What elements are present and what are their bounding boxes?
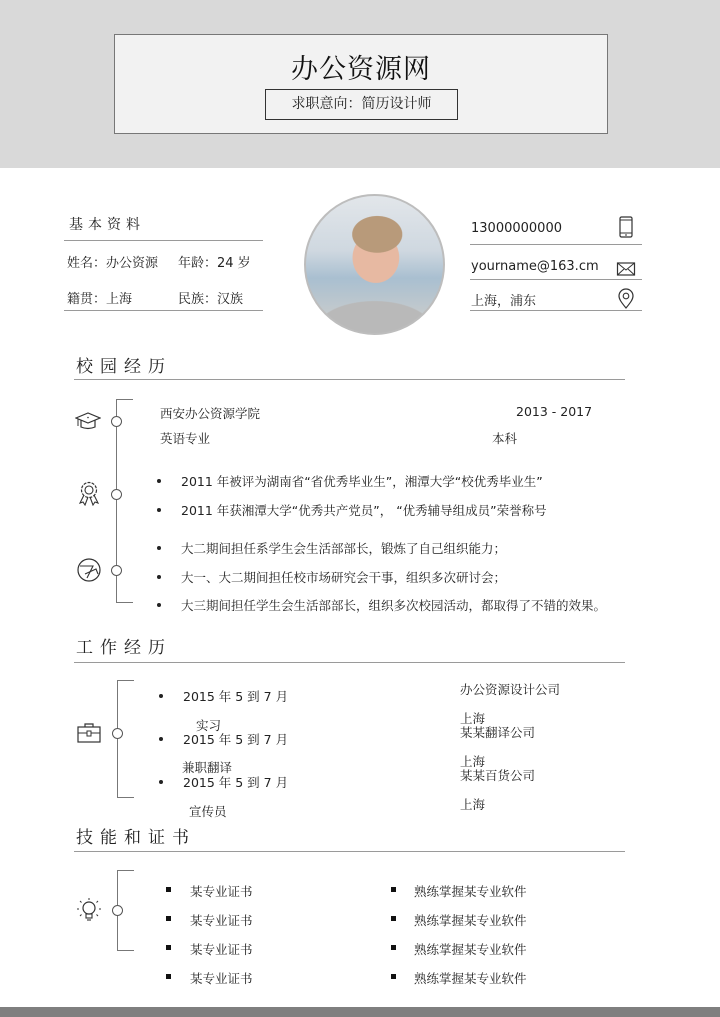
software-item: 熟练掌握某专业软件	[414, 884, 527, 899]
job-company: 办公资源设计公司	[460, 682, 561, 697]
job-role: 实习	[196, 718, 222, 733]
divider	[74, 851, 625, 852]
software-item: 熟练掌握某专业软件	[414, 913, 527, 928]
divider	[74, 379, 625, 380]
bullet	[166, 887, 171, 892]
address: 上海，浦东	[471, 294, 537, 309]
degree: 本科	[492, 431, 518, 446]
divider	[64, 240, 263, 241]
activity-item: 大三期间担任学生会生活部部长，组织多次校园活动，都取得了不错的效果。	[181, 598, 607, 613]
bullet	[166, 916, 171, 921]
briefcase-icon	[76, 720, 102, 746]
divider	[74, 662, 625, 663]
job-period: 2015 年 5 到 7 月	[183, 732, 289, 747]
job-intent: 求职意向：简历设计师	[265, 89, 458, 120]
bullet	[159, 694, 163, 698]
title-box	[114, 34, 608, 134]
footer-band	[0, 1007, 720, 1017]
school-name: 西安办公资源学院	[160, 406, 261, 421]
age-field: 年龄：24 岁	[178, 256, 251, 271]
timeline-node	[111, 565, 122, 576]
divider	[470, 310, 642, 311]
ethnicity-field: 民族：汉族	[178, 292, 244, 307]
certificate-item: 某专业证书	[190, 971, 253, 986]
lightbulb-icon	[76, 897, 102, 923]
job-role: 兼职翻译	[182, 760, 233, 775]
job-company: 某某百货公司	[460, 768, 536, 783]
aperture-icon	[76, 557, 102, 583]
bullet	[157, 546, 161, 550]
name-field: 姓名：办公资源	[67, 256, 159, 271]
timeline-bracket	[117, 680, 134, 798]
bullet	[157, 575, 161, 579]
award-ribbon-icon	[76, 480, 102, 506]
bullet	[159, 737, 163, 741]
job-city: 上海	[460, 711, 486, 726]
divider	[470, 279, 642, 280]
software-item: 熟练掌握某专业软件	[414, 942, 527, 957]
divider	[64, 310, 263, 311]
email-address: yourname@163.cm	[471, 259, 599, 274]
work-section-title: 工作经历	[76, 638, 172, 658]
activity-item: 大一、大二期间担任校市场研究会干事，组织多次研讨会；	[181, 570, 507, 585]
bullet	[391, 974, 396, 979]
bullet	[391, 887, 396, 892]
job-city: 上海	[460, 797, 486, 812]
bullet	[391, 945, 396, 950]
campus-section-title: 校园经历	[76, 357, 172, 377]
school-years: 2013 - 2017	[516, 404, 593, 419]
timeline-node	[112, 905, 123, 916]
timeline-node	[111, 416, 122, 427]
activity-item: 大二期间担任系学生会生活部部长，锻炼了自己组织能力；	[181, 541, 507, 556]
bullet	[166, 945, 171, 950]
timeline-node	[111, 489, 122, 500]
job-city: 上海	[460, 754, 486, 769]
bullet	[157, 603, 161, 607]
timeline-node	[112, 728, 123, 739]
mail-icon	[616, 258, 636, 280]
skills-section-title: 技能和证书	[76, 828, 196, 848]
bullet	[166, 974, 171, 979]
phone-number: 13000000000	[471, 221, 562, 236]
honor-item: 2011 年获湘潭大学“优秀共产党员”， “优秀辅导组成员”荣誉称号	[181, 503, 547, 518]
bullet	[391, 916, 396, 921]
divider	[470, 244, 642, 245]
phone-icon	[617, 216, 635, 238]
certificate-item: 某专业证书	[190, 913, 253, 928]
hometown-field: 籍贯：上海	[67, 292, 133, 307]
job-company: 某某翻译公司	[460, 725, 536, 740]
honor-item: 2011 年被评为湖南省“省优秀毕业生”，湘潭大学“校优秀毕业生”	[181, 474, 543, 489]
graduation-cap-icon	[75, 408, 101, 434]
resume-name: 办公资源网	[291, 54, 431, 85]
bullet	[157, 508, 161, 512]
basic-info-title: 基本资料	[69, 217, 145, 233]
location-pin-icon	[617, 288, 635, 310]
bullet	[159, 780, 163, 784]
avatar-photo	[304, 194, 445, 335]
job-period: 2015 年 5 到 7 月	[183, 775, 289, 790]
job-period: 2015 年 5 到 7 月	[183, 689, 289, 704]
job-role: 宣传员	[189, 804, 227, 819]
major: 英语专业	[160, 431, 211, 446]
certificate-item: 某专业证书	[190, 942, 253, 957]
certificate-item: 某专业证书	[190, 884, 253, 899]
bullet	[157, 479, 161, 483]
software-item: 熟练掌握某专业软件	[414, 971, 527, 986]
